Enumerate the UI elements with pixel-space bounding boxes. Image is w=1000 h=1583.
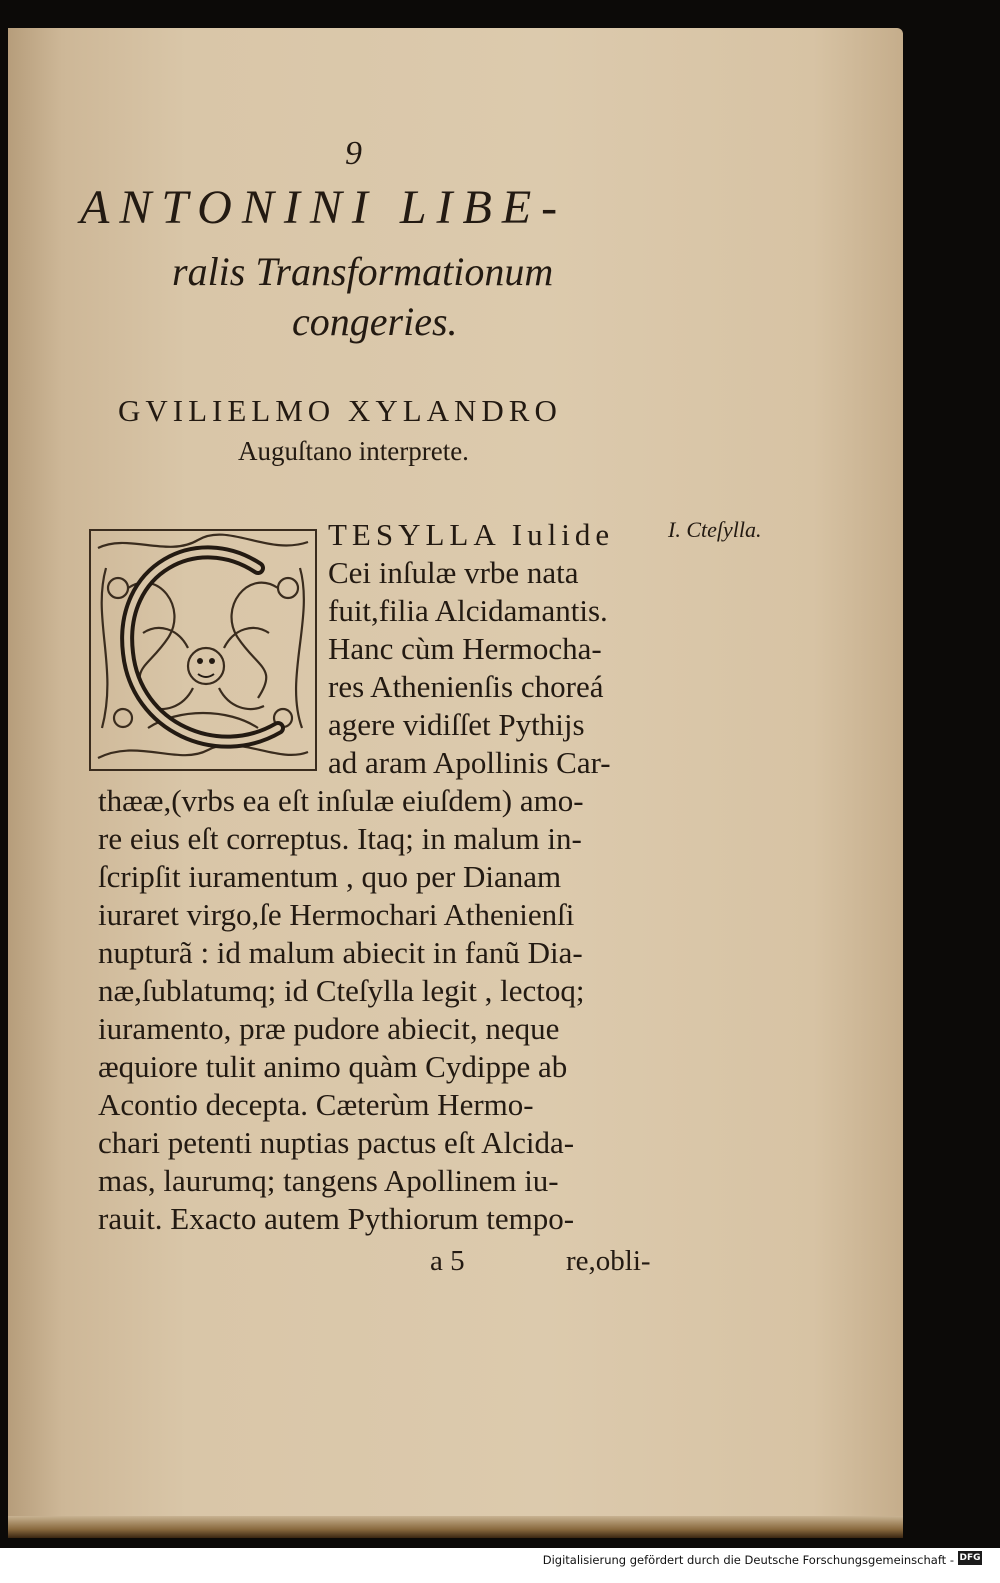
body-line: thææ,(vrbs ea eſt inſulæ eiuſdem) amo- [98, 783, 584, 818]
page-number: 9 [345, 135, 362, 172]
body-line: TESYLLA Iulide [328, 517, 615, 552]
body-line: chari petenti nuptias pactus eſt Alcida- [98, 1125, 575, 1160]
margin-note: I. Cteſylla. [668, 517, 762, 542]
body-line: fuit,filia Alcidamantis. [328, 593, 608, 628]
body-line: Cei inſulæ vrbe nata [328, 555, 579, 590]
catchword: re,obli- [566, 1245, 651, 1277]
title-line-2: ralis Transformationum [172, 249, 554, 294]
footer-credit: Digitalisierung gefördert durch die Deutsche Forschungsgemeinschaft - [542, 1553, 954, 1567]
floral-ornament-icon [88, 528, 318, 772]
signature-mark: a 5 [430, 1245, 465, 1277]
title-line-3: congeries. [292, 299, 458, 344]
body-line: ad aram Apollinis Car- [328, 745, 611, 780]
page-edge [8, 1516, 903, 1538]
dfg-logo-icon: DFG [959, 1553, 981, 1563]
translator-name: GVILIELMO XYLANDRO [118, 393, 562, 428]
body-line: næ,ſublatumq; id Cteſylla legit , lectoq; [98, 973, 585, 1008]
body-line: agere vidiſſet Pythijs [328, 707, 585, 742]
body-line: mas, laurumq; tangens Apollinem iu- [98, 1163, 559, 1198]
body-line: Acontio decepta. Cæterùm Hermo- [98, 1087, 534, 1122]
body-line: Hanc cùm Hermocha- [328, 631, 602, 666]
body-line: rauit. Exacto autem Pythiorum tempo- [98, 1201, 575, 1236]
translator-origin: Auguſtano interprete. [238, 436, 469, 466]
body-line: nupturã : id malum abiecit in fanũ Dia- [98, 935, 583, 970]
body-line: re eius eſt correptus. Itaq; in malum in- [98, 821, 582, 856]
body-line: iuramento, præ pudore abiecit, neque [98, 1011, 560, 1046]
body-line: iuraret virgo,ſe Hermochari Athenienſi [98, 897, 575, 932]
body-line: res Athenienſis choreá [328, 669, 604, 704]
body-line: æquiore tulit animo quàm Cydippe ab [98, 1049, 568, 1084]
body-line: ſcripſit iuramentum , quo per Dianam [98, 859, 562, 894]
decorated-initial [88, 528, 318, 772]
title-line-1: ANTONINI LIBE- [80, 181, 568, 234]
